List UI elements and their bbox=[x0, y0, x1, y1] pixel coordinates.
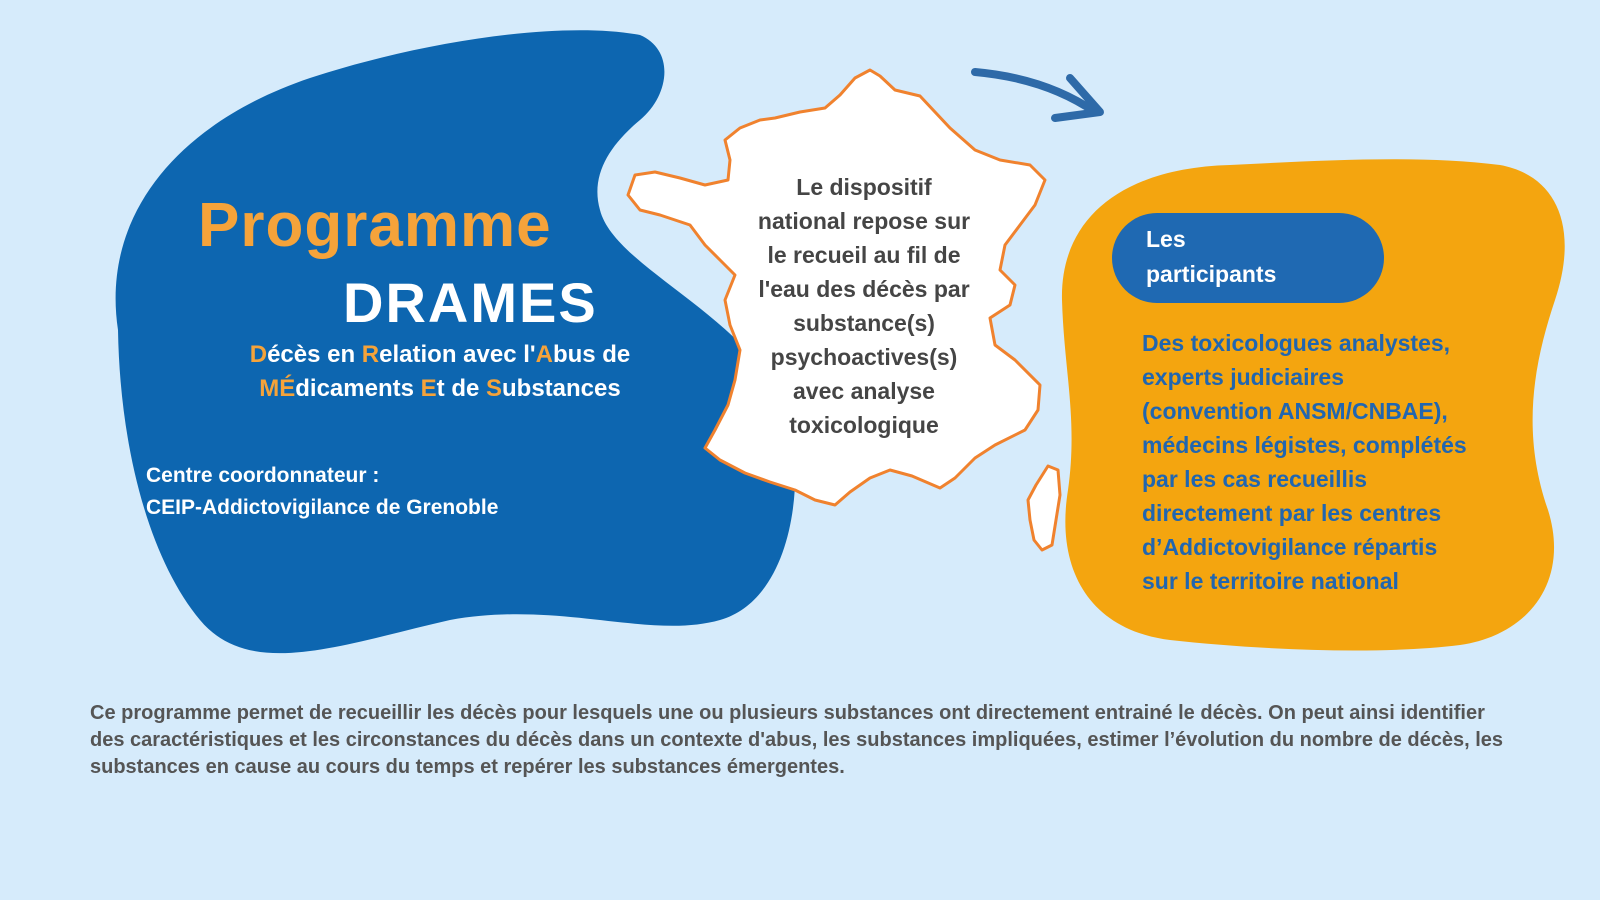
participants-text-line: sur le territoire national bbox=[1142, 568, 1399, 594]
participants-text-line: d’Addictovigilance répartis bbox=[1142, 534, 1438, 560]
france-text-line: psychoactives(s) bbox=[770, 344, 958, 370]
acronym-letter: E bbox=[420, 375, 437, 402]
acronym-text: elation avec l' bbox=[379, 341, 536, 368]
arrow-right-icon bbox=[975, 72, 1100, 118]
participants-text-line: experts judiciaires bbox=[1142, 364, 1344, 390]
acronym-text: t de bbox=[436, 375, 486, 402]
participants-heading-line: Les bbox=[1146, 226, 1186, 252]
coordinator-name: CEIP-Addictovigilance de Grenoble bbox=[146, 496, 499, 519]
acronym-letter: MÉ bbox=[259, 375, 296, 402]
acronym-letter: R bbox=[361, 341, 380, 368]
france-text-line: national repose sur bbox=[757, 208, 971, 234]
acronym-letter: S bbox=[486, 375, 503, 402]
acronym-letter: A bbox=[535, 341, 553, 368]
acronym-text: écès en bbox=[267, 341, 362, 368]
coordinator-label: Centre coordonnateur : bbox=[146, 464, 380, 487]
france-text-line: Le dispositif bbox=[796, 174, 932, 200]
participants-text-line: par les cas recueillis bbox=[1142, 466, 1368, 492]
participants-text-line: Des toxicologues analystes, bbox=[1142, 330, 1451, 356]
program-title: Programme bbox=[198, 191, 552, 260]
acronym-letter: D bbox=[249, 341, 268, 368]
program-name: DRAMES bbox=[343, 271, 598, 334]
participants-text-line: directement par les centres bbox=[1142, 500, 1442, 526]
participants-heading-line: participants bbox=[1146, 261, 1277, 287]
participants-text-line: médecins légistes, complétés bbox=[1142, 432, 1467, 458]
coordinator-block bbox=[146, 460, 498, 524]
participants-text-line: (convention ANSM/CNBAE), bbox=[1142, 398, 1448, 424]
france-text-line: l'eau des décès par bbox=[758, 276, 970, 302]
acronym-expansion bbox=[180, 338, 700, 406]
france-map-text bbox=[733, 170, 995, 442]
france-text-line: le recueil au fil de bbox=[767, 242, 961, 268]
france-text-line: toxicologique bbox=[789, 412, 939, 438]
participants-description bbox=[1142, 326, 1542, 598]
footer-description: Ce programme permet de recueillir les décès pour lesquels une ou plusieurs substances ont directement entrainé le décès. On peut ainsi identifier des caractéristiques et les circonstances du décès dans un contexte d'abus, les substances impliquées, estimer l’évolution du nombre de décès, les substances en cause au cours du temps et repérer les substances émergentes. bbox=[90, 702, 1504, 778]
participants-heading bbox=[1146, 222, 1276, 292]
france-text-line: substance(s) bbox=[793, 310, 935, 336]
acronym-text: dicaments bbox=[295, 375, 421, 402]
acronym-text: bus de bbox=[552, 341, 631, 368]
acronym-text: ubstances bbox=[502, 375, 621, 402]
france-text-line: avec analyse bbox=[793, 378, 935, 404]
